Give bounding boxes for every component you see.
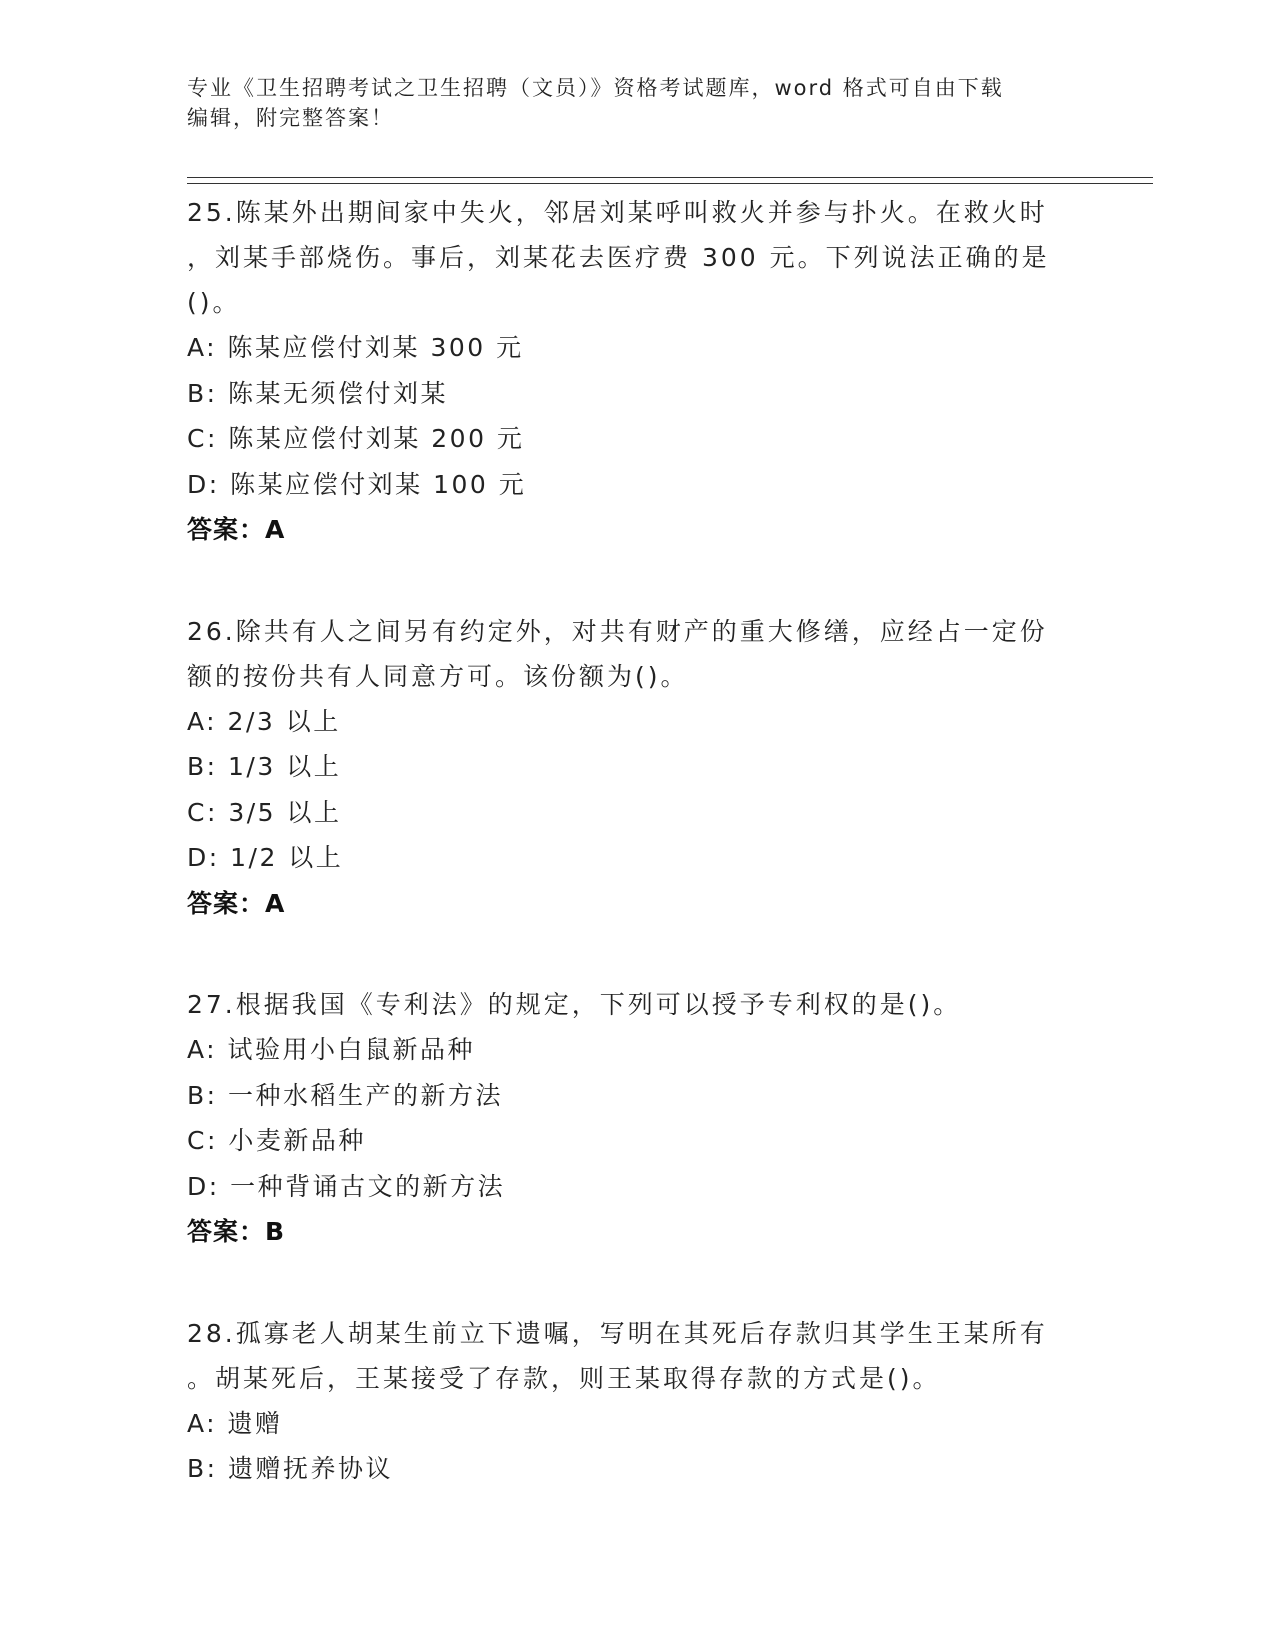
question-text: 26.除共有人之间另有约定外，对共有财产的重大修缮，应经占一定份	[187, 616, 1048, 646]
question-text: 额的按份共有人同意方可。该份额为()。	[187, 661, 689, 691]
question-text: ()。	[187, 288, 241, 317]
header-divider-bottom	[187, 183, 1153, 184]
question-25	[187, 190, 1087, 553]
header-line-1: 专业《卫生招聘考试之卫生招聘（文员）》资格考试题库，word 格式可自由下载	[187, 76, 1004, 100]
question-28	[187, 1311, 1087, 1492]
option-c: C: 陈某应偿付刘某 200 元	[187, 424, 525, 453]
question-text: 。胡某死后，王某接受了存款，则王某取得存款的方式是()。	[187, 1363, 941, 1393]
option-a: A: 试验用小白鼠新品种	[187, 1035, 476, 1064]
document-header	[187, 73, 1067, 133]
option-c: C: 小麦新品种	[187, 1126, 366, 1155]
option-c: C: 3/5 以上	[187, 797, 342, 827]
option-d: D: 一种背诵古文的新方法	[187, 1171, 506, 1201]
option-d: D: 1/2 以上	[187, 843, 344, 872]
answer-label: 答案：A	[187, 515, 286, 544]
question-text: 28.孤寡老人胡某生前立下遗嘱，写明在其死后存款归其学生王某所有	[187, 1318, 1048, 1348]
header-divider-top	[187, 177, 1153, 178]
header-line-2: 编辑，附完整答案！	[187, 106, 394, 130]
option-b: B: 1/3 以上	[187, 752, 342, 781]
option-a: A: 陈某应偿付刘某 300 元	[187, 333, 524, 362]
question-26	[187, 609, 1087, 927]
option-b: B: 一种水稻生产的新方法	[187, 1080, 504, 1110]
option-a: A: 2/3 以上	[187, 706, 341, 736]
option-a: A: 遗赠	[187, 1408, 283, 1438]
question-27	[187, 982, 1087, 1255]
answer-label: 答案：B	[187, 1217, 286, 1246]
question-text: 25.陈某外出期间家中失火，邻居刘某呼叫救火并参与扑火。在救火时	[187, 198, 1048, 227]
option-b: B: 陈某无须偿付刘某	[187, 378, 449, 408]
option-b: B: 遗赠抚养协议	[187, 1454, 394, 1483]
question-text: ，刘某手部烧伤。事后，刘某花去医疗费 300 元。下列说法正确的是	[187, 243, 1050, 272]
option-d: D: 陈某应偿付刘某 100 元	[187, 469, 527, 499]
answer-label: 答案：A	[187, 888, 286, 918]
question-text: 27.根据我国《专利法》的规定，下列可以授予专利权的是()。	[187, 990, 962, 1019]
question-list	[187, 190, 1087, 1548]
